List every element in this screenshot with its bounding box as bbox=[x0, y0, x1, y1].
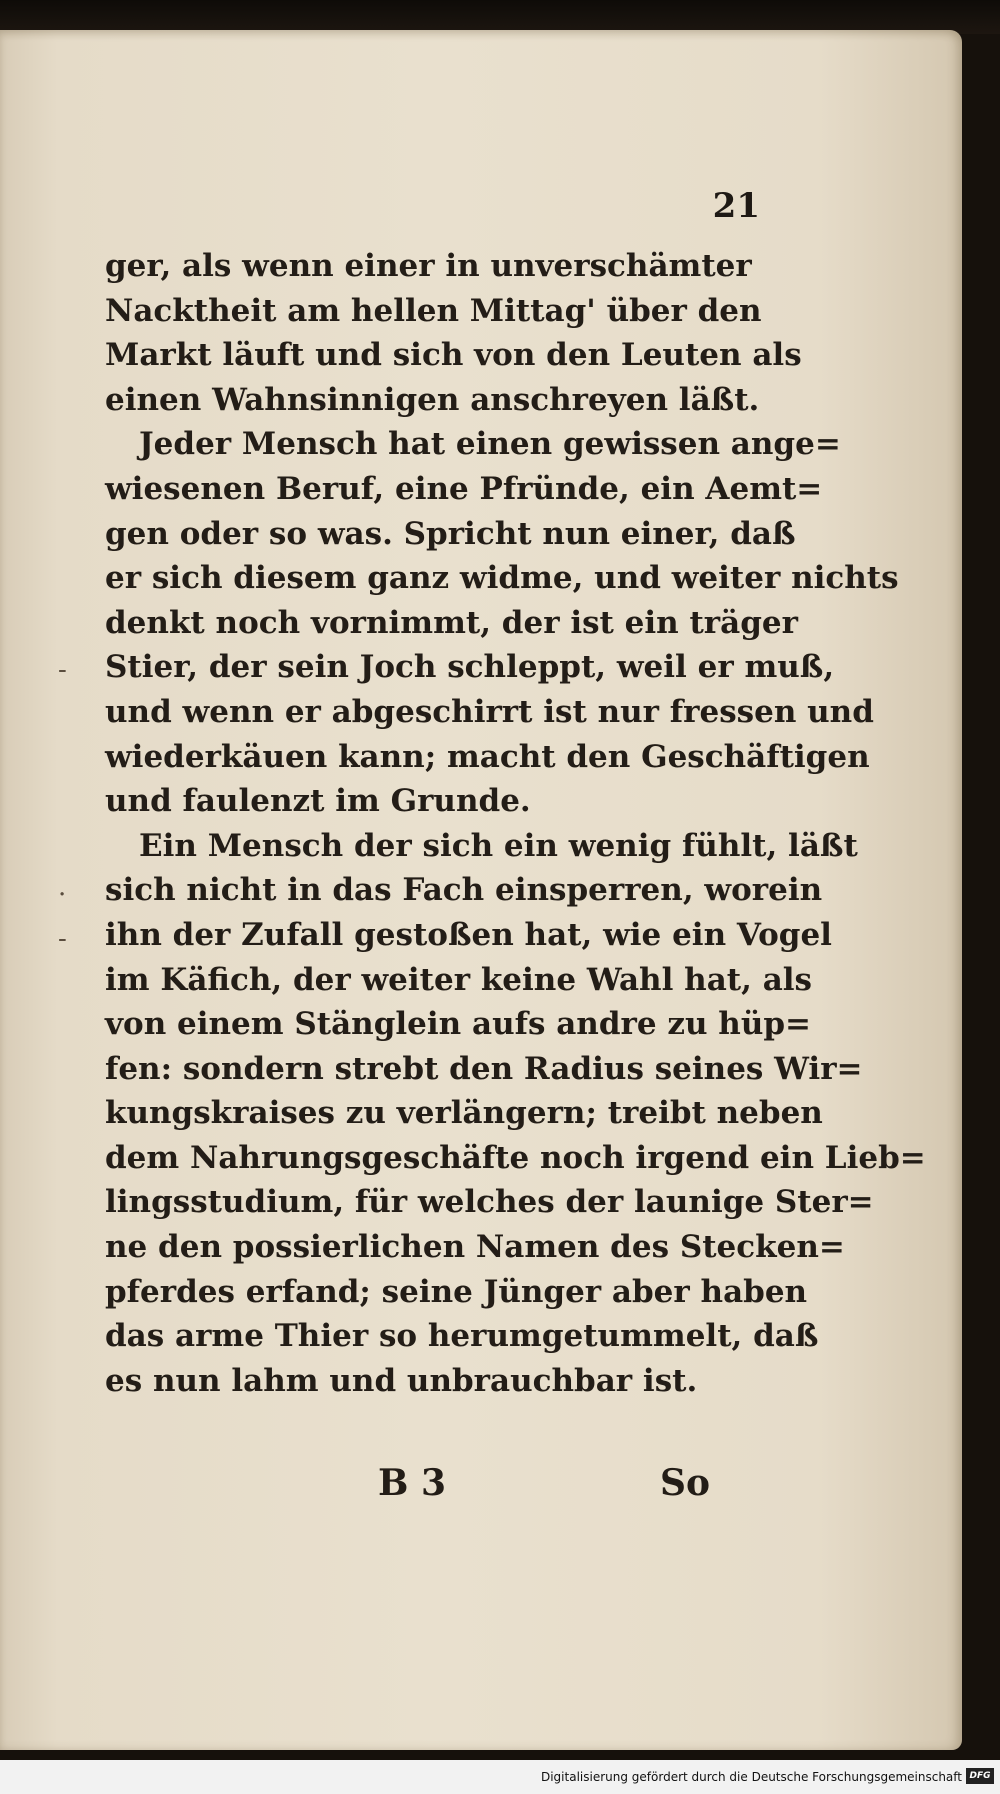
body-text bbox=[105, 244, 926, 1403]
text-line: wiesenen Beruf, eine Pfründe, ein Aemt= bbox=[105, 470, 823, 507]
margin-dot: · bbox=[58, 880, 67, 910]
text-line: das arme Thier so herumgetummelt, daß bbox=[105, 1318, 819, 1355]
text-line: Nacktheit am hellen Mittag' über den bbox=[105, 292, 762, 329]
text-line: sich nicht in das Fach einsperren, worein bbox=[105, 872, 823, 909]
text-line: Markt läuft und sich von den Leuten als bbox=[105, 337, 802, 374]
margin-dash: - bbox=[58, 655, 67, 685]
text-line: von einem Stänglein aufs andre zu hüp= bbox=[105, 1006, 812, 1043]
text-line: denkt noch vornimmt, der ist ein träger bbox=[105, 604, 798, 641]
text-line: er sich diesem ganz widme, und weiter nichts bbox=[105, 560, 899, 597]
text-line: Stier, der sein Joch schleppt, weil er muß, bbox=[105, 649, 835, 686]
text-line: kungskraises zu verlängern; treibt neben bbox=[105, 1095, 823, 1132]
text-line: wiederkäuen kann; macht den Geschäftigen bbox=[105, 738, 870, 775]
text-line: ne den possierlichen Namen des Stecken= bbox=[105, 1229, 845, 1266]
text-line: und wenn er abgeschirrt ist nur fressen und bbox=[105, 693, 874, 730]
text-line: ihn der Zufall gestoßen hat, wie ein Vogel bbox=[105, 916, 832, 953]
paragraph-start-line: Ein Mensch der sich ein wenig fühlt, läßt bbox=[139, 827, 858, 864]
text-line: einen Wahnsinnigen anschreyen läßt. bbox=[105, 381, 760, 418]
text-line: lingsstudium, für welches der launige Ster= bbox=[105, 1184, 874, 1221]
text-line: gen oder so was. Spricht nun einer, daß bbox=[105, 515, 796, 552]
text-line: und faulenzt im Grunde. bbox=[105, 783, 531, 820]
text-line: es nun lahm und unbrauchbar ist. bbox=[105, 1362, 698, 1399]
margin-dash: - bbox=[58, 924, 67, 954]
text-line: dem Nahrungsgeschäfte noch irgend ein Lieb= bbox=[105, 1139, 926, 1176]
paragraph-start-line: Jeder Mensch hat einen gewissen ange= bbox=[139, 426, 841, 463]
catchword: So bbox=[660, 1462, 711, 1504]
text-line: fen: sondern strebt den Radius seines Wir= bbox=[105, 1050, 863, 1087]
text-line: im Käfich, der weiter keine Wahl hat, als bbox=[105, 961, 813, 998]
text-line: ger, als wenn einer in unverschämter bbox=[105, 248, 752, 284]
scan-top-edge bbox=[0, 0, 1000, 34]
page-number: 21 bbox=[712, 186, 760, 226]
dfg-logo: DFG bbox=[966, 1768, 994, 1784]
signature-mark: B 3 bbox=[378, 1462, 447, 1504]
text-line: pferdes erfand; seine Jünger aber haben bbox=[105, 1273, 808, 1310]
footer-bar bbox=[0, 1760, 1000, 1794]
funding-credit: Digitalisierung gefördert durch die Deutsche Forschungsgemeinschaft bbox=[540, 1770, 962, 1784]
